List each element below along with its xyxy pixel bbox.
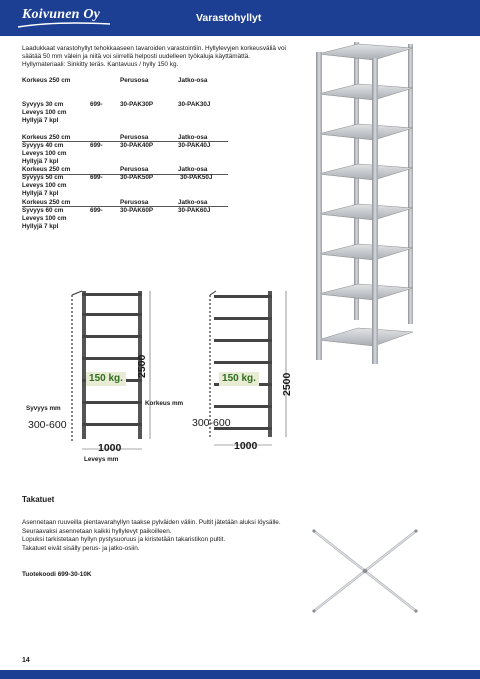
spec-row <box>22 174 228 182</box>
spec-row <box>22 215 228 223</box>
spec-height: Korkeus 250 cm <box>22 77 71 84</box>
spec-row <box>22 158 228 166</box>
spec-extension-label: Jatko-osa <box>178 166 208 174</box>
section-title: Takatuet <box>22 495 55 504</box>
spec-depth: Syvyys 50 cm <box>22 174 64 182</box>
footer-bar <box>0 670 480 679</box>
spec-base-code: 30-PAK40P <box>120 141 154 149</box>
intro-line: säätää 50 mm välein ja niitä voi siirrellä helposti uudelleen työkaluja käyttämättä. <box>22 53 251 61</box>
spec-width: Leveys 100 cm <box>22 214 67 222</box>
height-dimension-extension: 2500 <box>281 372 293 396</box>
product-code: Tuotekoodi 699-30-10K <box>22 571 92 578</box>
spec-row <box>22 182 228 190</box>
takatuet-line: Seuraavaksi asennetaan kaikki hyllylevyt paikoilleen. <box>22 527 172 535</box>
spec-row <box>22 223 228 231</box>
page-header <box>0 0 480 36</box>
shelf-levels <box>318 44 413 346</box>
spec-shelves: Hyllyjä 7 kpl <box>22 117 59 125</box>
spec-depth: Syvyys 30 cm <box>22 101 64 109</box>
spec-block <box>22 199 228 231</box>
spec-width: Leveys 100 cm <box>22 109 67 117</box>
page-title: Varastohyllyt <box>196 12 262 24</box>
spec-header-row <box>22 199 228 207</box>
spec-header-row <box>22 77 228 85</box>
spec-depth: Syvyys 40 cm <box>22 141 64 149</box>
spec-block <box>22 77 228 126</box>
spec-block <box>22 166 228 198</box>
height-dimension: 2500 <box>136 354 148 378</box>
spec-base-label: Perusosa <box>120 77 149 84</box>
height-label: Korkeus mm <box>145 400 184 407</box>
spec-row <box>22 142 228 150</box>
intro-line: Laadukkaat varastohyllyt tehokkaaseen tavaroiden varastointiin. Hyllylevyjen korkeusväliä voi <box>22 45 286 52</box>
spec-base-code: 30-PAK30P <box>120 101 154 109</box>
spec-width: Leveys 100 cm <box>22 149 67 157</box>
cross-brace-icon <box>308 525 423 617</box>
spec-header-row <box>22 134 228 142</box>
logo-swoosh-icon <box>16 20 114 30</box>
spec-extension-code: 30-PAK40J <box>178 141 211 149</box>
spec-base-code: 30-PAK50P <box>120 174 154 182</box>
spec-depth: Syvyys 60 cm <box>22 206 64 214</box>
spec-width: Leveys 100 cm <box>22 182 67 190</box>
spec-extension-code: 30-PAK30J <box>178 101 211 109</box>
spec-extension-label: Jatko-osa <box>178 198 208 206</box>
brand-logo: Koivunen Oy <box>22 7 101 22</box>
spec-shelves: Hyllyjä 7 kpl <box>22 222 59 230</box>
spec-row <box>22 101 228 109</box>
spec-prefix: 699- <box>90 141 103 149</box>
spec-header-row <box>22 166 228 174</box>
spec-row <box>22 109 228 117</box>
load-label: 150 kg. <box>86 372 126 386</box>
spec-extension-label: Jatko-osa <box>178 77 208 84</box>
depth-label: Syvyys mm <box>26 405 61 412</box>
spec-shelves: Hyllyjä 7 kpl <box>22 190 59 198</box>
spec-extension-code: 30-PAK60J <box>178 206 211 214</box>
takatuet-line: Takatuet eivät sisälly perus- ja jatko-osiin. <box>22 544 140 552</box>
width-label: Leveys mm <box>84 456 119 463</box>
takatuet-line: Asennetaan ruuveilla pientavarahyllyn taakse pylväiden väliin. Pultit jätetään aluksi löysälle. <box>22 519 281 526</box>
spec-prefix: 699- <box>90 206 103 214</box>
spec-shelves: Hyllyjä 7 kpl <box>22 157 59 165</box>
spec-prefix: 699- <box>90 174 103 182</box>
spec-extension-label: Jatko-osa <box>178 133 208 141</box>
spec-row <box>22 117 228 125</box>
spec-base-label: Perusosa <box>120 166 149 174</box>
spec-row <box>22 207 228 215</box>
spec-height: Korkeus 250 cm <box>22 133 71 141</box>
spec-prefix: 699- <box>90 101 103 109</box>
load-label-extension: 150 kg. <box>219 372 259 386</box>
spec-height: Korkeus 250 cm <box>22 198 71 206</box>
steel-shelf-unit-icon <box>310 40 420 365</box>
spec-base-label: Perusosa <box>120 198 149 206</box>
spec-base-label: Perusosa <box>120 133 149 141</box>
width-dimension: 1000 <box>98 442 122 454</box>
spec-extension-code: 30-PAK50J <box>180 174 213 182</box>
spec-height: Korkeus 250 cm <box>22 166 71 174</box>
takatuet-line: Lopuksi tarkistetaan hyllyn pystysuoruus ja kiristetään takaristikon pultit. <box>22 536 226 544</box>
spec-base-code: 30-PAK60P <box>120 206 154 214</box>
intro-text <box>22 45 307 69</box>
spec-row <box>22 190 228 198</box>
width-dimension-extension: 1000 <box>234 440 258 452</box>
spec-row <box>22 150 228 158</box>
takatuet-text <box>22 519 307 553</box>
depth-dimension-extension: 300-600 <box>192 417 231 429</box>
depth-dimension: 300-600 <box>28 419 67 431</box>
intro-line: Hyllymateriaali: Sinkitty teräs. Kantavuus / hylly 150 kg. <box>22 61 179 69</box>
page-number: 14 <box>22 657 30 664</box>
spec-block <box>22 134 228 166</box>
